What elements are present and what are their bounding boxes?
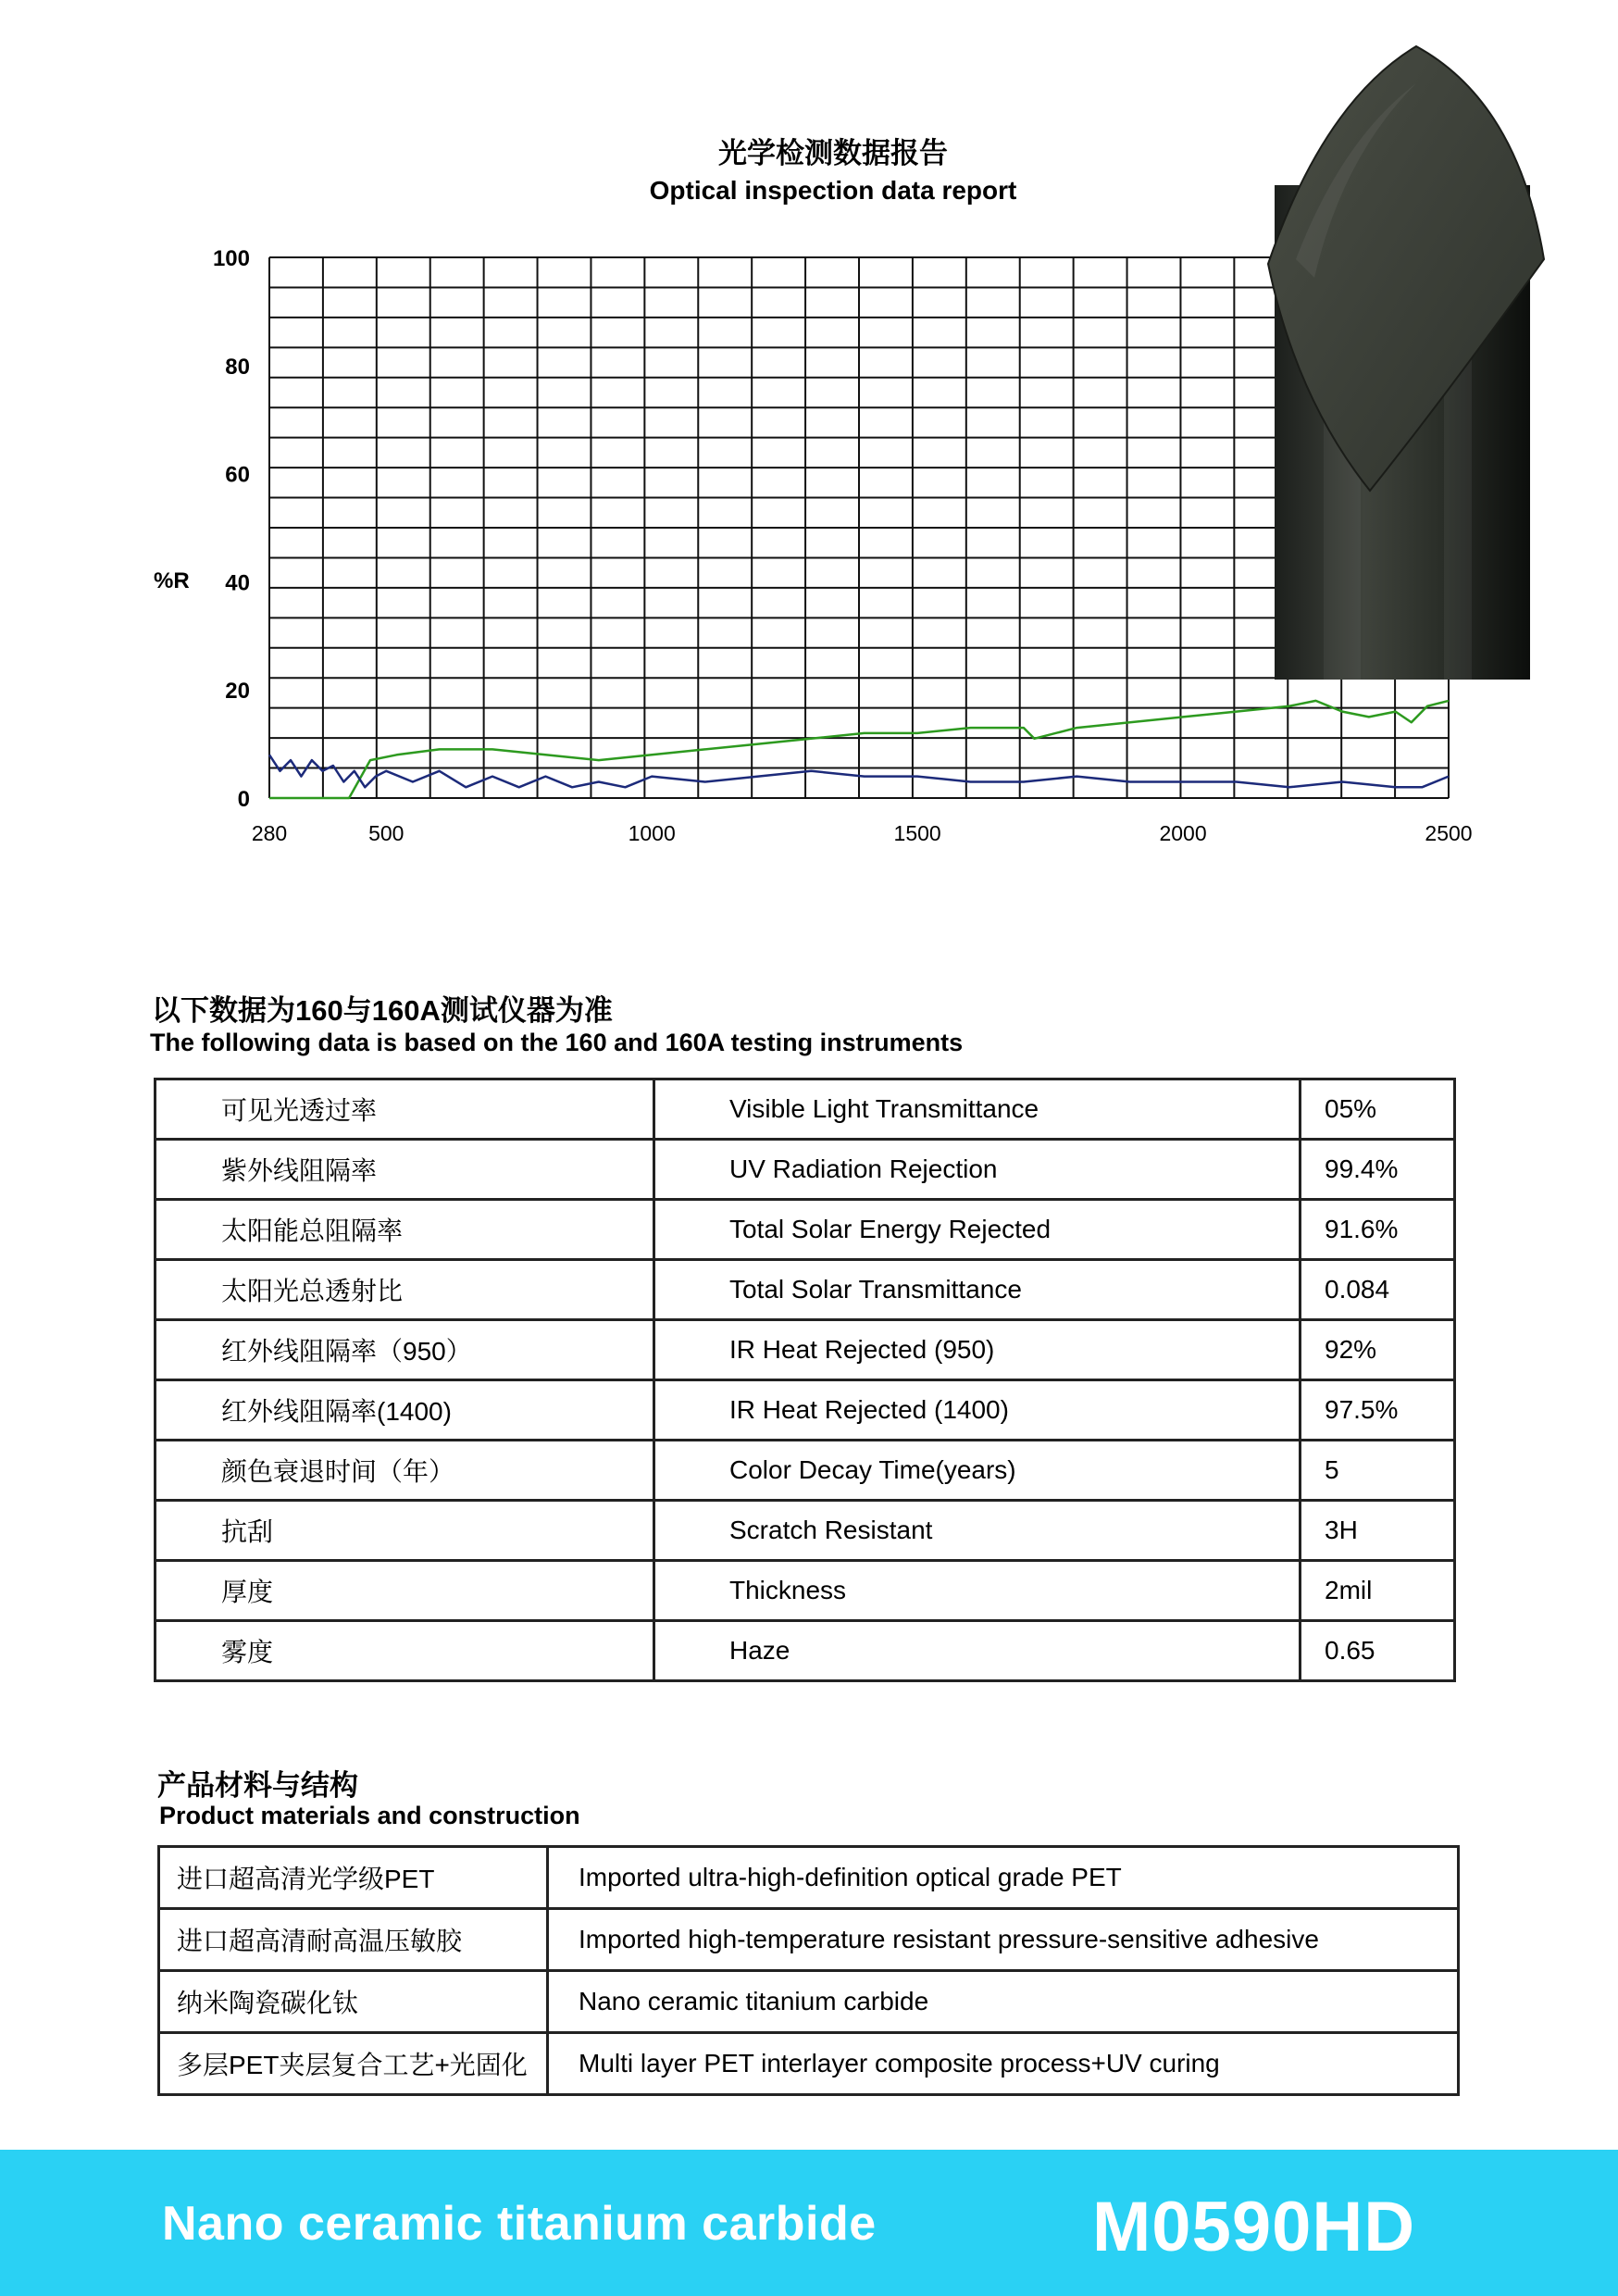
- x-tick-label: 2500: [1425, 821, 1473, 845]
- y-tick-label: 80: [225, 354, 250, 380]
- spec-row: [156, 1320, 1455, 1380]
- film-roll-image: [1268, 46, 1544, 680]
- material-name-en: Multi layer PET interlayer composite process+UV curing: [548, 2033, 1459, 2095]
- spec-name-cn: 雾度: [156, 1621, 654, 1681]
- spec-row: [156, 1441, 1455, 1501]
- spec-value: 91.6%: [1301, 1200, 1455, 1260]
- spec-row: [156, 1380, 1455, 1441]
- x-axis-ticks: [252, 821, 1473, 845]
- spec-name-cn: 红外线阻隔率（950）: [156, 1320, 654, 1380]
- material-name-en: Imported high-temperature resistant pressure-sensitive adhesive: [548, 1909, 1459, 1971]
- x-tick-label: 2000: [1159, 821, 1207, 845]
- spec-row: [156, 1501, 1455, 1561]
- spec-name-cn: 颜色衰退时间（年）: [156, 1441, 654, 1501]
- x-tick-label: 1000: [628, 821, 676, 845]
- material-name-cn: 纳米陶瓷碳化钛: [159, 1971, 548, 2033]
- y-tick-label: 60: [225, 462, 250, 488]
- material-row: [159, 2033, 1459, 2095]
- optical-chart: [0, 0, 1618, 926]
- material-name-cn: 多层PET夹层复合工艺+光固化: [159, 2033, 548, 2095]
- section-materials-title-en: Product materials and construction: [159, 1802, 580, 1829]
- spec-name-cn: 太阳能总阻隔率: [156, 1200, 654, 1260]
- spec-row: [156, 1260, 1455, 1320]
- spec-row: [156, 1621, 1455, 1681]
- footer-product-name: Nano ceramic titanium carbide: [162, 2197, 877, 2251]
- material-name-cn: 进口超高清光学级PET: [159, 1847, 548, 1909]
- spec-name-en: Visible Light Transmittance: [654, 1079, 1301, 1140]
- y-tick-label: 100: [212, 246, 250, 271]
- spec-name-cn: 可见光透过率: [156, 1079, 654, 1140]
- material-name-en: Imported ultra-high-definition optical grade PET: [548, 1847, 1459, 1909]
- material-row: [159, 1971, 1459, 2033]
- spec-row: [156, 1561, 1455, 1621]
- y-axis-ticks: [213, 246, 250, 812]
- chart-grid: [269, 257, 1449, 798]
- spec-value: 3H: [1301, 1501, 1455, 1561]
- spec-name-cn: 厚度: [156, 1561, 654, 1621]
- spec-value: 0.65: [1301, 1621, 1455, 1681]
- spec-name-en: Total Solar Energy Rejected: [654, 1200, 1301, 1260]
- y-tick-label: 40: [225, 570, 250, 596]
- y-axis-label: %R: [154, 568, 190, 593]
- spec-value: 97.5%: [1301, 1380, 1455, 1441]
- section-specs-title-cn: 以下数据为160与160A测试仪器为准: [152, 994, 613, 1027]
- material-name-en: Nano ceramic titanium carbide: [548, 1971, 1459, 2033]
- spec-name-cn: 太阳光总透射比: [156, 1260, 654, 1320]
- report-title-en: Optical inspection data report: [649, 176, 1017, 205]
- x-tick-label: 1500: [893, 821, 941, 845]
- report-title-cn: 光学检测数据报告: [718, 137, 948, 169]
- spec-value: 99.4%: [1301, 1140, 1455, 1200]
- spec-name-en: IR Heat Rejected (950): [654, 1320, 1301, 1380]
- x-tick-label: 280: [251, 821, 288, 845]
- spec-name-en: Haze: [654, 1621, 1301, 1681]
- spec-value: 05%: [1301, 1079, 1455, 1140]
- spec-name-en: Thickness: [654, 1561, 1301, 1621]
- materials-table: [157, 1845, 1460, 2096]
- spec-value: 5: [1301, 1441, 1455, 1501]
- specs-table: [154, 1078, 1456, 1682]
- spec-name-en: UV Radiation Rejection: [654, 1140, 1301, 1200]
- material-name-cn: 进口超高清耐高温压敏胶: [159, 1909, 548, 1971]
- y-tick-label: 0: [237, 787, 250, 812]
- section-materials-title-cn: 产品材料与结构: [157, 1769, 358, 1802]
- spec-value: 2mil: [1301, 1561, 1455, 1621]
- footer-model: M0590HD: [1092, 2188, 1416, 2266]
- spec-row: [156, 1200, 1455, 1260]
- spec-value: 0.084: [1301, 1260, 1455, 1320]
- spec-name-en: Total Solar Transmittance: [654, 1260, 1301, 1320]
- spec-name-en: Color Decay Time(years): [654, 1441, 1301, 1501]
- x-tick-label: 500: [368, 821, 404, 845]
- section-specs-title-en: The following data is based on the 160 and 160A testing instruments: [150, 1029, 964, 1056]
- spec-value: 92%: [1301, 1320, 1455, 1380]
- spec-name-cn: 红外线阻隔率(1400): [156, 1380, 654, 1441]
- spec-name-cn: 紫外线阻隔率: [156, 1140, 654, 1200]
- spec-row: [156, 1079, 1455, 1140]
- material-row: [159, 1909, 1459, 1971]
- spec-name-en: IR Heat Rejected (1400): [654, 1380, 1301, 1441]
- material-row: [159, 1847, 1459, 1909]
- spec-name-en: Scratch Resistant: [654, 1501, 1301, 1561]
- spec-row: [156, 1140, 1455, 1200]
- y-tick-label: 20: [225, 679, 250, 705]
- spec-name-cn: 抗刮: [156, 1501, 654, 1561]
